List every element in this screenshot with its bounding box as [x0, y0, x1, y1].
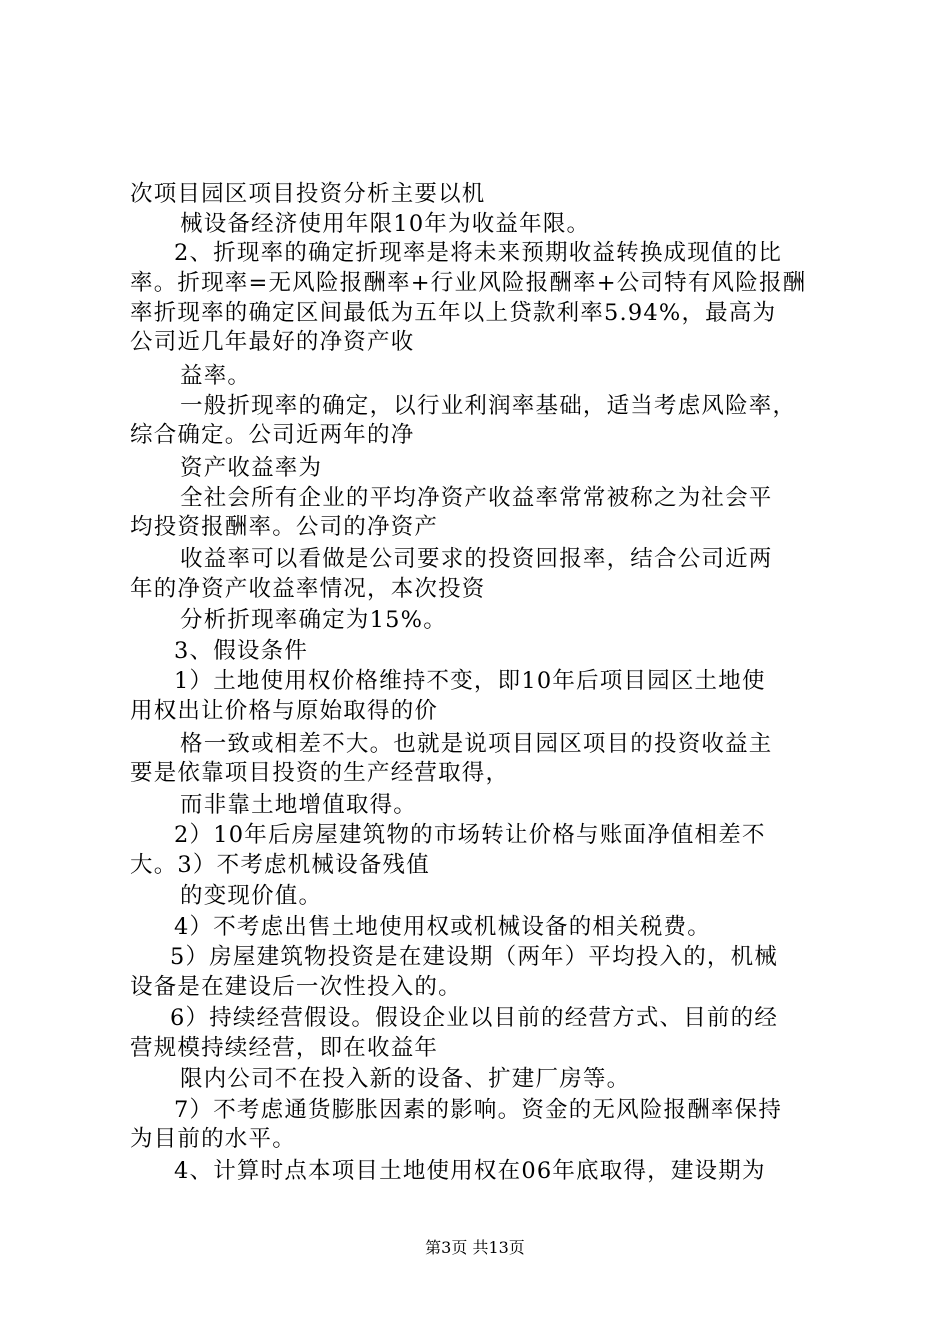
text-line: 的变现价值。 [180, 883, 323, 909]
text-line: 大。3）不考虑机械设备残值 [130, 852, 430, 878]
text-line: 格一致或相差不大。也就是说项目园区项目的投资收益主 [180, 731, 773, 757]
text-line: 次项目园区项目投资分析主要以机 [130, 181, 486, 207]
text-line: 年的净资产收益率情况，本次投资 [130, 576, 486, 602]
text-line: 资产收益率为 [180, 455, 323, 481]
text-line: 用权出让价格与原始取得的价 [130, 698, 439, 724]
text-line: 2）10年后房屋建筑物的市场转让价格与账面净值相差不 [174, 822, 766, 848]
text-line: 要是依靠项目投资的生产经营取得， [130, 760, 510, 786]
text-line: 4、计算时点本项目土地使用权在06年底取得，建设期为 [174, 1158, 766, 1184]
text-line: 率。折现率=无风险报酬率+行业风险报酬率+公司特有风险报酬 [130, 270, 807, 296]
text-line: 而非靠土地增值取得。 [180, 792, 418, 818]
text-line: 4）不考虑出售土地使用权或机械设备的相关税费。 [174, 914, 711, 940]
text-line: 6）持续经营假设。假设企业以目前的经营方式、目前的经 [170, 1005, 779, 1031]
text-line: 率折现率的确定区间最低为五年以上贷款利率5.94%，最高为 [130, 300, 777, 326]
text-line: 为目前的水平。 [130, 1126, 296, 1152]
text-line: 1）土地使用权价格维持不变，即10年后项目园区土地使 [174, 668, 766, 694]
text-line: 分析折现率确定为15%。 [180, 607, 447, 633]
text-line: 全社会所有企业的平均净资产收益率常常被称之为社会平 [180, 485, 773, 511]
text-line: 营规模持续经营，即在收益年 [130, 1035, 439, 1061]
text-line: 设备是在建设后一次性投入的。 [130, 974, 462, 1000]
text-line: 收益率可以看做是公司要求的投资回报率，结合公司近两 [180, 546, 773, 572]
text-line: 公司近几年最好的净资产收 [130, 329, 415, 355]
page-footer: 第3页 共13页 [425, 1238, 525, 1257]
text-line: 5）房屋建筑物投资是在建设期（两年）平均投入的，机械 [170, 944, 779, 970]
text-line: 限内公司不在投入新的设备、扩建厂房等。 [180, 1066, 631, 1092]
text-line: 7）不考虑通货膨胀因素的影响。资金的无风险报酬率保持 [174, 1097, 783, 1123]
text-line: 综合确定。公司近两年的净 [130, 422, 415, 448]
text-line: 益率。 [180, 363, 252, 389]
text-line: 均投资报酬率。公司的净资产 [130, 514, 439, 540]
text-line: 一般折现率的确定，以行业利润率基础，适当考虑风险率， [180, 393, 797, 419]
text-line: 2、折现率的确定折现率是将未来预期收益转换成现值的比 [174, 240, 783, 266]
text-line: 3、假设条件 [174, 638, 309, 664]
text-line: 械设备经济使用年限10年为收益年限。 [180, 211, 591, 237]
